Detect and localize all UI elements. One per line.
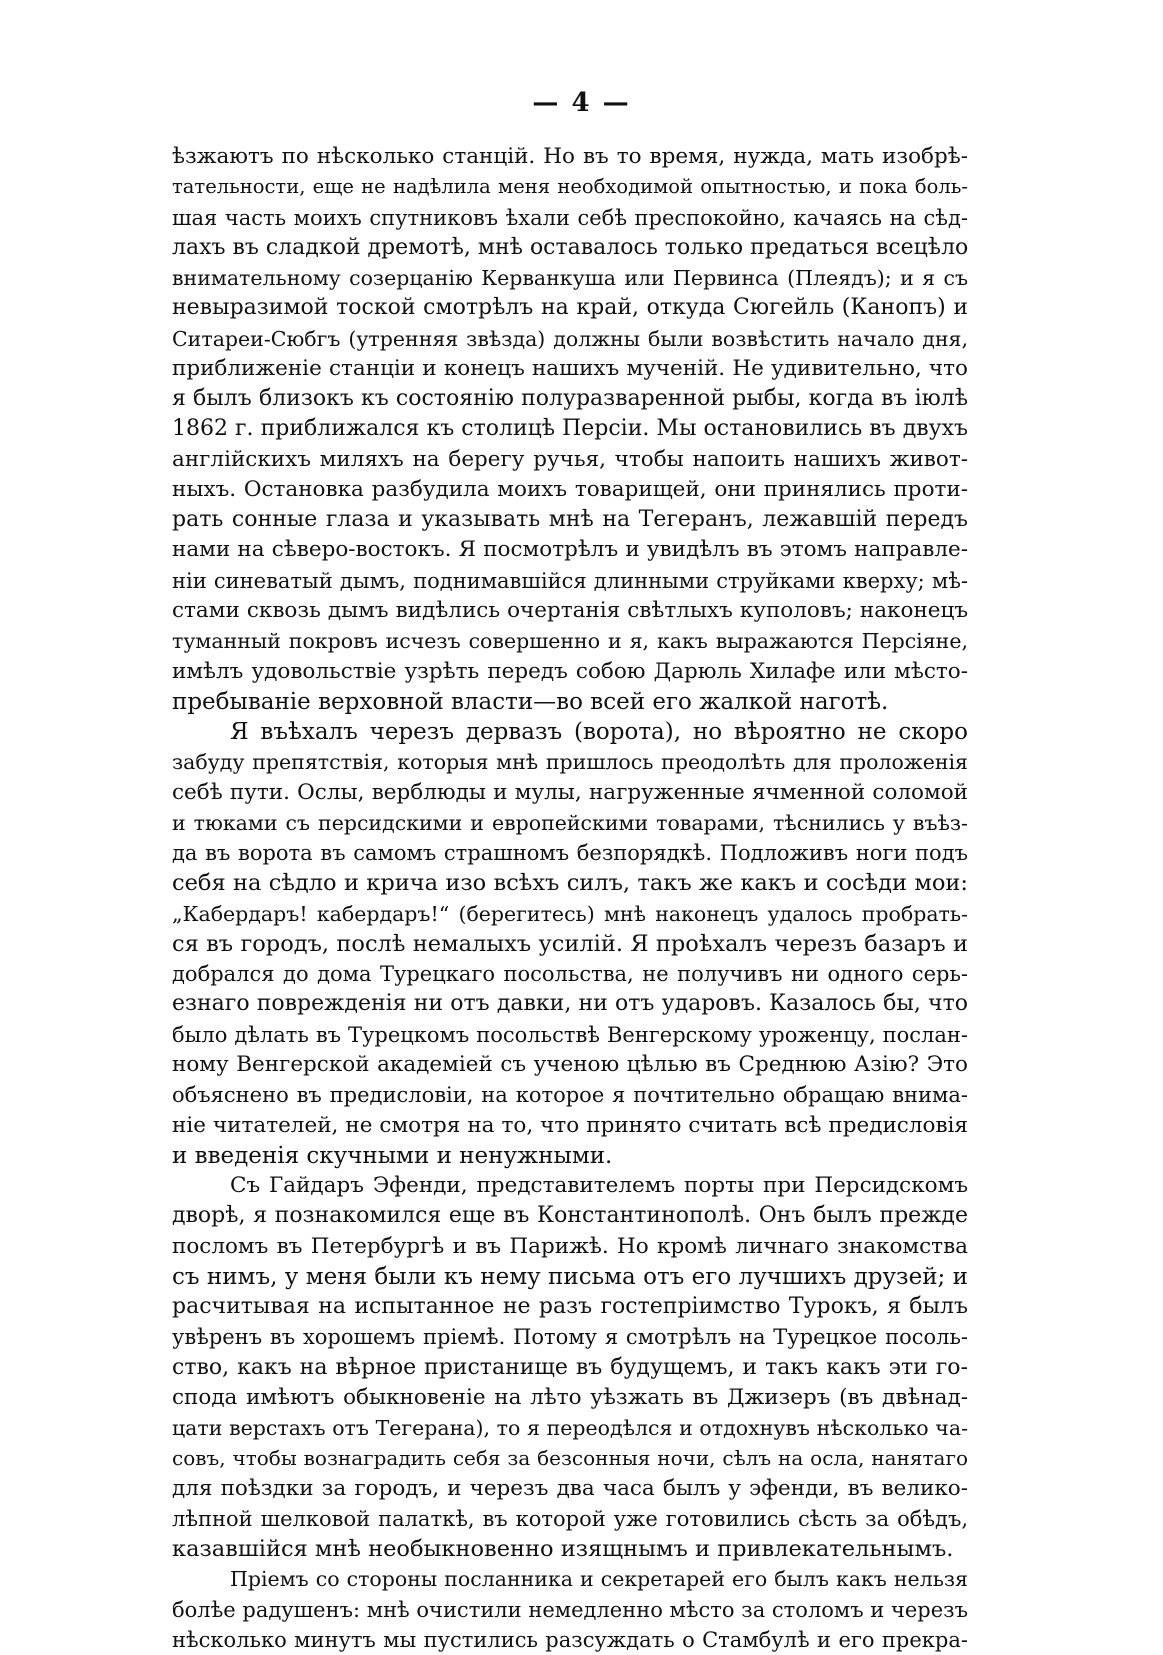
text-line: пребываніе верховной власти—во всей его жалкой наготѣ. — [172, 688, 889, 715]
text-line: ство, какъ на вѣрное пристанище въ будущемъ, и такъ какъ эти го- — [172, 1354, 968, 1380]
text-line: расчитывая на испытанное не разъ гостепріимство Турокъ, я былъ — [172, 1294, 968, 1320]
text-line: рать сонные глаза и указывать мнѣ на Тегеранъ, лежавшій передъ — [172, 507, 968, 533]
body-text — [172, 142, 968, 1655]
text-line: себѣ пути. Ослы, верблюды и мулы, нагруженные ячменной соломой — [172, 779, 968, 805]
text-line: дворѣ, я познакомился еще въ Константинополѣ. Онъ былъ прежде — [172, 1203, 968, 1229]
text-line: было дѣлать въ Турецкомъ посольствѣ Венгерскому уроженцу, послан- — [172, 1022, 968, 1047]
text-line: Ситареи-Сюбгъ (утренняя звѣзда) должны были возвѣстить начало дня, — [172, 326, 968, 351]
text-line: и введенія скучными и ненужными. — [172, 1142, 613, 1169]
text-line: посломъ въ Петербургѣ и въ Парижѣ. Но кромѣ личнаго знакомства — [172, 1233, 968, 1259]
text-line: Съ Гайдаръ Эфенди, представителемъ порты при Персидскомъ — [230, 1173, 968, 1199]
text-line: стами сквозь дымъ видѣлись очертанія свѣтлыхъ куполовъ; наконецъ — [172, 597, 968, 623]
text-line: объяснено въ предисловіи, на которое я почтительно обращаю внима- — [172, 1083, 968, 1108]
text-line: совъ, чтобы вознаградить себя за безсонныя ночи, сѣлъ на осла, нанятаго — [172, 1446, 968, 1471]
text-line: спода имѣютъ обыкновеніе на лѣто уѣзжать въ Джизеръ (въ двѣнад- — [172, 1384, 968, 1410]
text-line: невыразимой тоской смотрѣлъ на край, откуда Сюгейль (Канопъ) и — [172, 295, 968, 321]
text-line: „Кабердаръ! кабердаръ!“ (берегитесь) мнѣ наконецъ удалось пробрать- — [172, 901, 968, 926]
text-line: внимательному созерцанію Керванкуша или Первинса (Плеядъ); и я съ — [172, 266, 968, 291]
text-line: лахъ въ сладкой дремотѣ, мнѣ оставалось только предаться всецѣло — [172, 234, 968, 260]
text-line: ніе читателей, не смотря на то, что принято считать всѣ предисловія — [172, 1112, 968, 1138]
text-line: Пріемъ со стороны посланника и секретарей его былъ какъ нельзя — [230, 1567, 968, 1592]
text-line: тательности, еще не надѣлила меня необходимой опытностью, и пока боль- — [172, 175, 968, 199]
page-number: — 4 — — [532, 88, 631, 118]
text-line: съ нимъ, у меня были къ нему письма отъ его лучшихъ друзей; и — [172, 1263, 968, 1290]
text-line: лѣпной шелковой палаткѣ, въ которой уже готовились сѣсть за обѣдъ, — [172, 1506, 968, 1531]
text-line: нами на сѣверо-востокъ. Я посмотрѣлъ и увидѣлъ въ этомъ направле- — [172, 537, 968, 563]
text-line: добрался до дома Турецкаго посольства, не получивъ ни одного серь- — [172, 962, 968, 987]
text-line: 1862 г. приближался къ столицѣ Персіи. Мы остановились въ двухъ — [172, 416, 968, 442]
paragraph — [172, 142, 968, 717]
text-line: болѣе радушенъ: мнѣ очистили немедленно мѣсто за столомъ и черезъ — [172, 1597, 968, 1622]
text-line: англійскихъ миляхъ на берегу ручья, чтобы напоить нашихъ живот- — [172, 446, 968, 472]
paragraph — [172, 717, 968, 1171]
text-line: да въ ворота въ самомъ страшномъ безпорядкѣ. Подложивъ ноги подъ — [172, 841, 968, 866]
text-line: я былъ близокъ къ состоянію полуразваренной рыбы, когда въ іюлѣ — [172, 386, 968, 412]
text-line: езнаго поврежденія ни отъ давки, ни отъ ударовъ. Казалось бы, что — [172, 991, 968, 1017]
text-line: и тюками съ персидскими и европейскими товарами, тѣснились у въѣз- — [172, 810, 968, 835]
text-line: забуду препятствія, которыя мнѣ пришлось преодолѣть для проложенія — [172, 750, 968, 775]
text-line: Я въѣхалъ черезъ дервазъ (ворота), но вѣроятно не скоро — [230, 719, 968, 746]
text-line: для поѣздки за городъ, и черезъ два часа былъ у эфенди, въ велико- — [172, 1475, 968, 1501]
text-line: ніи синеватый дымъ, поднимавшійся длинными струйками кверху; мѣ- — [172, 568, 968, 593]
text-line: себя на сѣдло и крича изо всѣхъ силъ, такъ же какъ и сосѣди мои: — [172, 870, 968, 897]
paragraph — [172, 1564, 968, 1655]
text-line: ѣзжаютъ по нѣсколько станцій. Но въ то время, нужда, мать изобрѣ- — [172, 144, 968, 169]
text-line: увѣренъ въ хорошемъ пріемѣ. Потому я смотрѣлъ на Турецкое посоль- — [172, 1325, 968, 1350]
text-line: цати верстахъ отъ Тегерана), то я переодѣлся и отдохнувъ нѣсколько ча- — [172, 1416, 968, 1441]
text-line: туманный покровъ исчезъ совершенно и я, какъ выражаются Персіяне, — [172, 629, 968, 654]
text-line: шая часть моихъ спутниковъ ѣхали себѣ преспокойно, качаясь на сѣд- — [172, 205, 968, 230]
text-line: приближеніе станціи и конецъ нашихъ мученій. Не удивительно, что — [172, 355, 968, 381]
paragraph — [172, 1171, 968, 1564]
text-line: имѣлъ удовольствіе узрѣть передъ собою Дарюль Хилафе или мѣсто- — [172, 658, 968, 684]
text-line: ному Венгерской академіей съ ученою цѣлью въ Среднюю Азію? Это — [172, 1051, 968, 1077]
text-line: нѣсколько минутъ мы пустились разсуждать о Стамбулѣ и его прекра- — [172, 1628, 968, 1653]
text-line: казавшійся мнѣ необыкновенно изящнымъ и привлекательнымъ. — [172, 1536, 954, 1563]
text-line: ныхъ. Остановка разбудила моихъ товарищей, они принялись проти- — [172, 476, 968, 502]
text-line: ся въ городъ, послѣ немалыхъ усилій. Я проѣхалъ черезъ базаръ и — [172, 930, 968, 957]
